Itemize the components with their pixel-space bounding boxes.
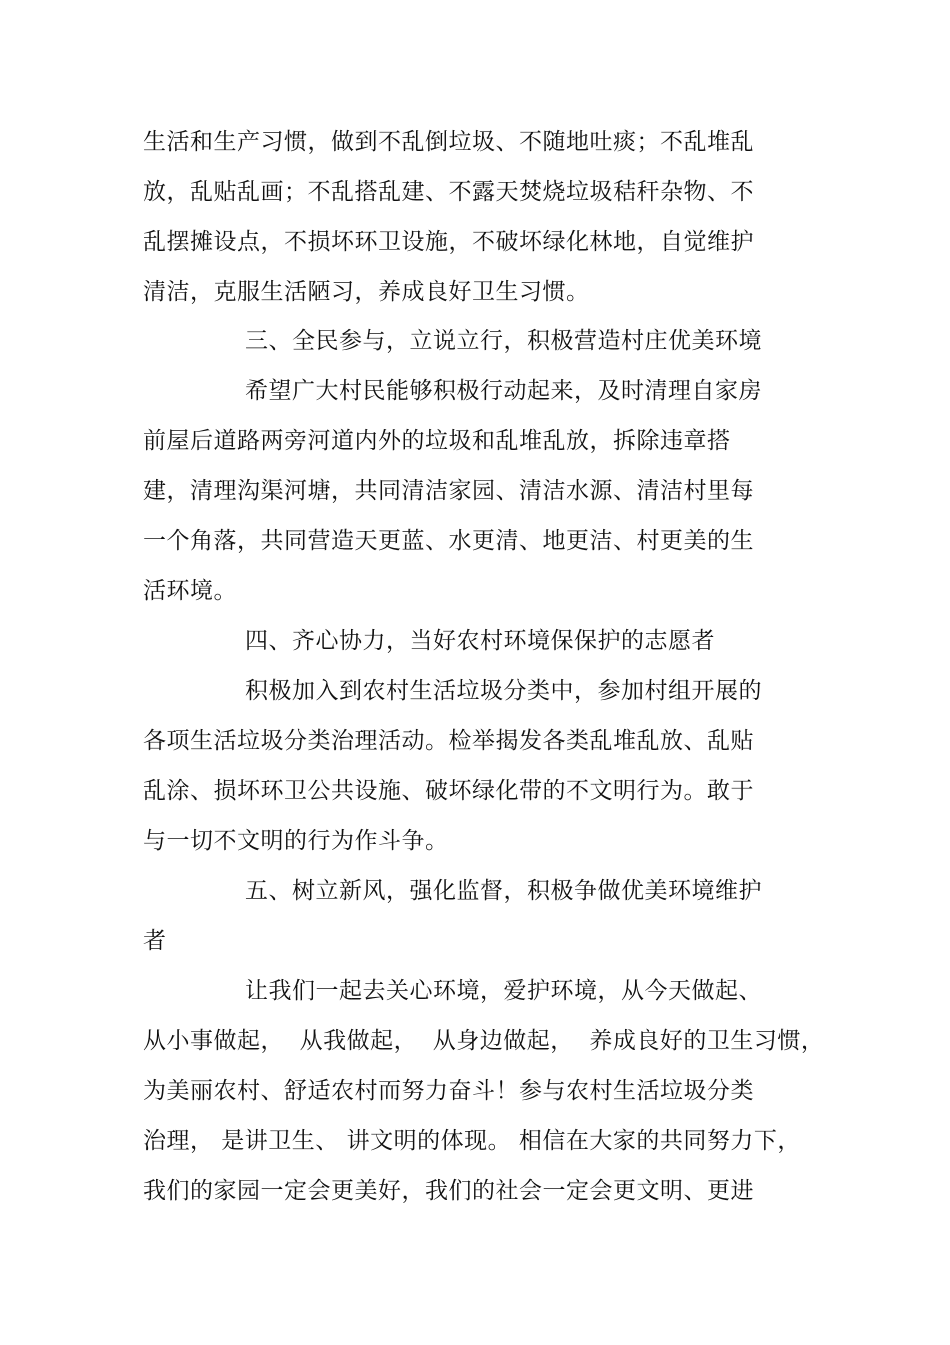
body-text-line: 一个角落，共同营造天更蓝、水更清、地更洁、村更美的生 (143, 528, 754, 554)
body-text-line: 让我们一起去关心环境，爱护环境，从今天做起、 (245, 978, 762, 1004)
section-heading: 四、齐心协力，当好农村环境保保护的志愿者 (245, 628, 715, 654)
body-text-line: 乱摆摊设点，不损坏环卫设施，不破坏绿化林地，自觉维护 (143, 229, 754, 255)
body-text-line: 积极加入到农村生活垃圾分类中，参加村组开展的 (245, 678, 762, 704)
body-text-line: 乱涂、损坏环卫公共设施、破坏绿化带的不文明行为。敢于 (143, 778, 754, 804)
body-text-line: 希望广大村民能够积极行动起来，及时清理自家房 (245, 378, 762, 404)
section-heading-continuation: 者 (143, 928, 167, 954)
body-text-line: 放，乱贴乱画；不乱搭乱建、不露天焚烧垃圾秸秆杂物、不 (143, 179, 754, 205)
body-text-line: 我们的家园一定会更美好，我们的社会一定会更文明、更进 (143, 1178, 754, 1204)
body-text-line: 生活和生产习惯，做到不乱倒垃圾、不随地吐痰；不乱堆乱 (143, 129, 754, 155)
body-text-line: 与一切不文明的行为作斗争。 (143, 828, 449, 854)
body-text-line: 建，清理沟渠河塘，共同清洁家园、清洁水源、清洁村里每 (143, 478, 754, 504)
body-text-line: 为美丽农村、舒适农村而努力奋斗！参与农村生活垃圾分类 (143, 1078, 754, 1104)
body-text-line: 从小事做起， 从我做起， 从身边做起， 养成良好的卫生习惯， (143, 1028, 825, 1054)
body-text-line: 治理， 是讲卫生、 讲文明的体现。 相信在大家的共同努力下， (143, 1128, 801, 1154)
body-text-line: 清洁，克服生活陋习，养成良好卫生习惯。 (143, 279, 590, 305)
section-heading: 三、全民参与，立说立行，积极营造村庄优美环境 (245, 328, 762, 354)
body-text-line: 活环境。 (143, 578, 237, 604)
body-text-line: 前屋后道路两旁河道内外的垃圾和乱堆乱放，拆除违章搭 (143, 428, 731, 454)
section-heading: 五、树立新风，强化监督，积极争做优美环境维护 (245, 878, 762, 904)
body-text-line: 各项生活垃圾分类治理活动。检举揭发各类乱堆乱放、乱贴 (143, 728, 754, 754)
